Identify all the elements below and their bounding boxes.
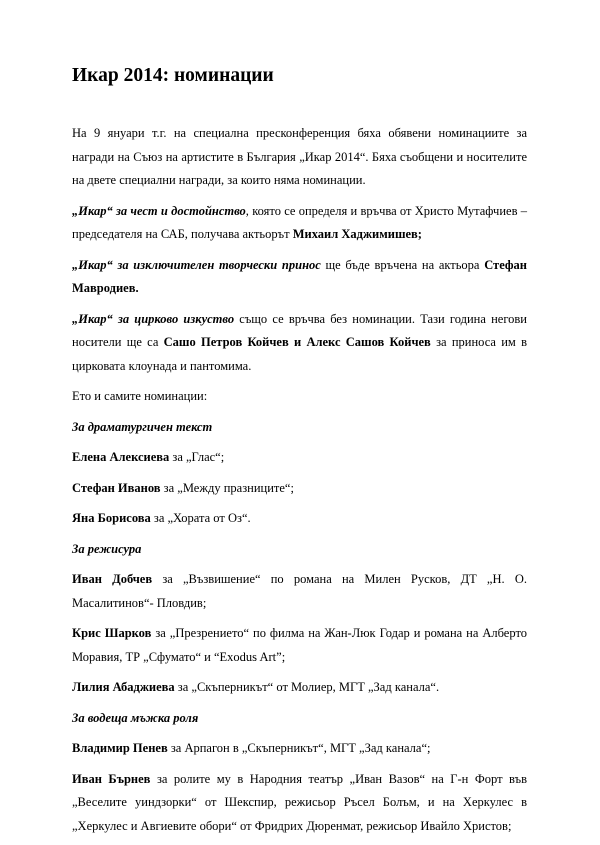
nominations-lead: Ето и самите номинации: [72, 389, 208, 403]
article-body [72, 122, 527, 845]
award-text: също се връчва без номинации. Тази година негови носители ще са [72, 311, 527, 349]
nominee-name: Лилия Абаджиева [72, 680, 175, 694]
award-winner: Сашо Петров Койчев [163, 335, 289, 349]
award-winner: Стефан Мавродиев. [72, 257, 527, 295]
nominee-text: за „Възвишение“ по романа на Милен Русков, ДТ „Н. О. Масалитинов“- Пловдив; [72, 572, 527, 610]
nominee-entry [72, 676, 527, 700]
nominee-entry [72, 507, 527, 531]
nominee-name: Владимир Пенев [72, 741, 168, 755]
award-winner: Михаил Хаджимишев; [292, 227, 422, 241]
award-name: „Икар“ за чест и достойнство [72, 203, 246, 218]
nominee-entry [72, 622, 527, 669]
award-conjunction: и [288, 335, 307, 349]
award-name: „Икар“ за изключителен творчески принос [72, 257, 321, 272]
nominee-text: за ролите му в Народния театър „Иван Вазов“ на Г-н Форт във „Веселите уиндзорки“ от Шекспир, режисьор Ръсел Болъм, и на Херкулес в „Херкулес и Авгиевите обори“ от Фридрих Дюренмат, режисьор Ивайло Христов; [72, 771, 527, 833]
award-text: за приноса им в цирковата клоунада и пантомима. [72, 335, 527, 373]
nominee-entry [72, 446, 527, 470]
nominee-text: за „Между празниците“; [160, 480, 294, 495]
intro-paragraph: На 9 януари т.г. на специална пресконференция бяха обявени номинациите за награди на Съюз на артистите в България „Икар 2014“. Бяха съобщени и носителите на двете специални награди, за които няма номинации. [72, 126, 527, 187]
nominee-text: за „Презрението“ по филма на Жан-Люк Годар и романа на Алберто Моравия, ТР „Сфумато“ и “Exodus Art”; [72, 626, 527, 664]
section-title: За режисура [72, 541, 142, 556]
nominee-name: Иван Бърнев [72, 771, 151, 786]
nominee-text: за Арпагон в „Скъперникът“, МГТ „Зад канала“; [167, 741, 431, 755]
nominee-name: Елена Алексиева [72, 450, 170, 464]
award-winner: Алекс Сашов Койчев [306, 335, 431, 349]
section-title: За водеща мъжка роля [72, 710, 199, 725]
special-award-honor [72, 200, 527, 247]
nominee-entry [72, 568, 527, 615]
nominee-name: Иван Добчев [72, 572, 153, 586]
nominee-name: Стефан Иванов [72, 480, 161, 495]
special-award-creative [72, 254, 527, 301]
nominee-entry [72, 737, 527, 761]
section-title: За драматургичен текст [72, 419, 213, 434]
award-text: ще бъде връчена на актьора [320, 257, 485, 272]
nominee-text: за „Скъперникът“ от Молиер, МГТ „Зад канала“. [174, 680, 440, 694]
award-name: „Икар“ за цирково изкуство [72, 311, 235, 326]
nominee-text: за „Глас“; [169, 450, 225, 464]
nominee-entry [72, 477, 527, 501]
nominee-name: Яна Борисова [72, 511, 151, 525]
special-award-circus [72, 308, 527, 379]
nominee-entry [72, 768, 527, 839]
nominee-name: Крис Шарков [72, 626, 152, 640]
page-title: Икар 2014: номинации [72, 65, 274, 86]
award-text: , която се определя и връчва от Христо Мутафчиев – председателя на САБ, получава актьорът [72, 203, 528, 241]
nominee-text: за „Хората от Оз“. [150, 511, 251, 525]
